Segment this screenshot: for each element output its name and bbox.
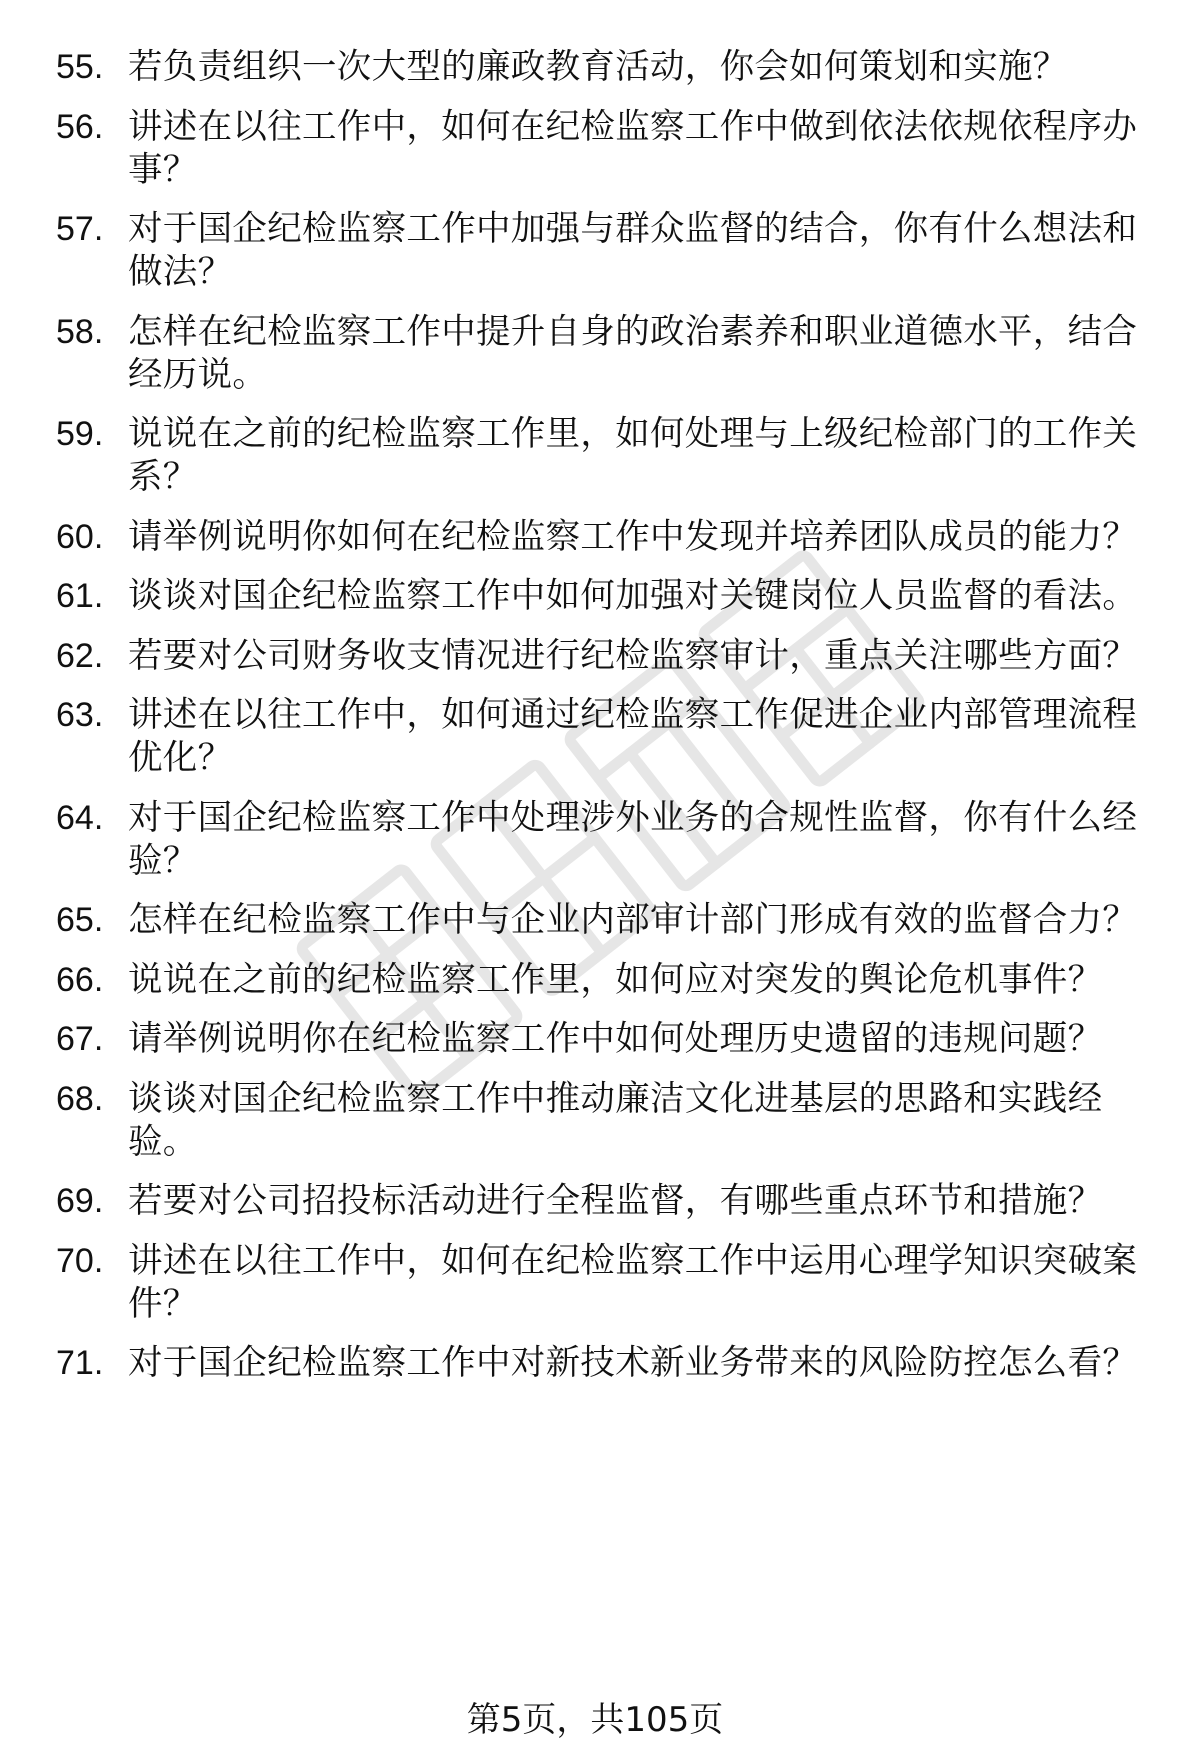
question-text: 谈谈对国企纪检监察工作中如何加强对关键岗位人员监督的看法。 [128, 576, 1138, 616]
question-text: 讲述在以往工作中，如何通过纪检监察工作促进企业内部管理流程优化？ [128, 695, 1138, 778]
question-text: 说说在之前的纪检监察工作里，如何处理与上级纪检部门的工作关系？ [128, 414, 1138, 497]
question-item [56, 1078, 1146, 1164]
question-item [56, 46, 1146, 89]
question-text: 讲述在以往工作中，如何在纪检监察工作中运用心理学知识突破案件？ [128, 1240, 1138, 1324]
question-number: 63. [56, 696, 104, 734]
question-number: 66. [56, 960, 104, 999]
question-list [56, 46, 1146, 1402]
question-number: 58. [56, 312, 104, 351]
question-number: 56. [56, 107, 104, 146]
question-text: 谈谈对国企纪检监察工作中推动廉洁文化进基层的思路和实践经验。 [128, 1078, 1103, 1162]
question-number: 67. [56, 1020, 104, 1058]
question-text: 若要对公司招投标活动进行全程监督，有哪些重点环节和措施？ [128, 1181, 1103, 1221]
question-text: 请举例说明你如何在纪检监察工作中发现并培养团队成员的能力？ [128, 516, 1138, 557]
question-text: 对于国企纪检监察工作中加强与群众监督的结合，你有什么想法和做法？ [128, 209, 1138, 292]
question-number: 70. [56, 1241, 104, 1280]
question-item [56, 797, 1146, 883]
question-item [56, 694, 1146, 780]
question-item [56, 1180, 1146, 1223]
question-item [56, 1240, 1146, 1326]
question-text: 对于国企纪检监察工作中处理涉外业务的合规性监督，你有什么经验？ [128, 797, 1138, 881]
question-number: 57. [56, 210, 104, 248]
question-text: 请举例说明你在纪检监察工作中如何处理历史遗留的违规问题？ [128, 1019, 1103, 1059]
question-item [56, 516, 1146, 559]
question-item [56, 635, 1146, 678]
question-number: 68. [56, 1079, 104, 1118]
question-number: 55. [56, 48, 104, 86]
question-text: 讲述在以往工作中，如何在纪检监察工作中做到依法依规依程序办事？ [128, 106, 1138, 190]
question-number: 65. [56, 901, 104, 939]
question-number: 60. [56, 517, 104, 556]
question-item [56, 208, 1146, 294]
question-item [56, 575, 1146, 618]
question-item [56, 413, 1146, 499]
question-item [56, 959, 1146, 1002]
question-number: 62. [56, 636, 104, 675]
question-item [56, 1342, 1146, 1385]
question-item [56, 1018, 1146, 1061]
question-item [56, 311, 1146, 397]
question-number: 61. [56, 577, 104, 615]
question-number: 71. [56, 1344, 104, 1382]
question-number: 59. [56, 415, 104, 453]
question-text: 对于国企纪检监察工作中对新技术新业务带来的风险防控怎么看？ [128, 1343, 1138, 1383]
question-number: 69. [56, 1182, 104, 1220]
page-number: 第5页，共105页 [466, 1700, 724, 1740]
question-text: 说说在之前的纪检监察工作里，如何应对突发的舆论危机事件？ [128, 959, 1103, 1000]
question-item [56, 106, 1146, 192]
question-item [56, 899, 1146, 942]
question-text: 怎样在纪检监察工作中与企业内部审计部门形成有效的监督合力？ [128, 900, 1138, 940]
question-text: 若负责组织一次大型的廉政教育活动，你会如何策划和实施？ [128, 47, 1068, 87]
question-text: 若要对公司财务收支情况进行纪检监察审计，重点关注哪些方面？ [128, 635, 1138, 676]
question-text: 怎样在纪检监察工作中提升自身的政治素养和职业道德水平，结合经历说。 [128, 311, 1138, 395]
question-number: 64. [56, 798, 104, 837]
